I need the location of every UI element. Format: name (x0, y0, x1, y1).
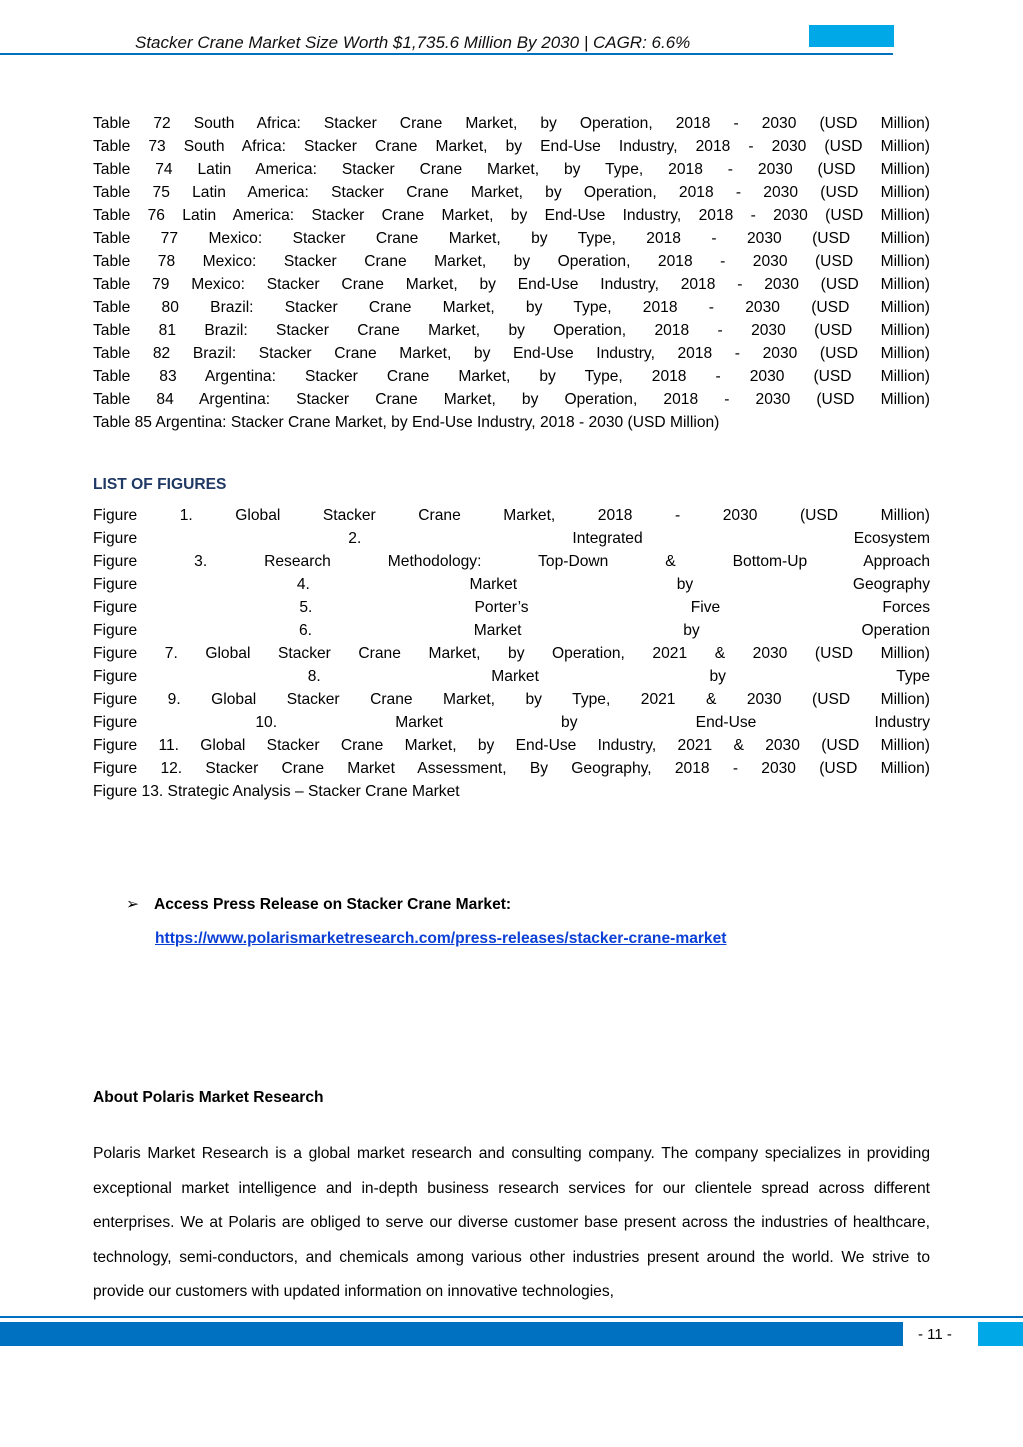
table-entry: Table 73 South Africa: Stacker Crane Market, by End-Use Industry, 2018 - 2030 (USD Million) (93, 138, 930, 155)
figure-entry: Figure 8. Market by Type (93, 668, 930, 685)
list-of-figures (93, 504, 930, 803)
figure-entry: Figure 6. Market by Operation (93, 622, 930, 639)
list-of-figures-heading: LIST OF FIGURES (93, 476, 227, 493)
table-entry: Table 80 Brazil: Stacker Crane Market, by Type, 2018 - 2030 (USD Million) (93, 299, 930, 316)
figure-entry: Figure 9. Global Stacker Crane Market, by Type, 2021 & 2030 (USD Million) (93, 691, 930, 708)
footer-accent-block (978, 1322, 1023, 1346)
press-release-bullet (126, 895, 511, 914)
table-entry: Table 77 Mexico: Stacker Crane Market, by Type, 2018 - 2030 (USD Million) (93, 230, 930, 247)
figure-entry: Figure 12. Stacker Crane Market Assessment, By Geography, 2018 - 2030 (USD Million) (93, 760, 930, 777)
table-entry: Table 72 South Africa: Stacker Crane Market, by Operation, 2018 - 2030 (USD Million) (93, 115, 930, 132)
arrow-bullet-icon: ➢ (126, 896, 140, 913)
page-number: - 11 - (918, 1326, 952, 1343)
table-entry: Table 85 Argentina: Stacker Crane Market, by End-Use Industry, 2018 - 2030 (USD Million) (93, 414, 720, 431)
figure-entry: Figure 3. Research Methodology: Top-Down & Bottom-Up Approach (93, 553, 930, 570)
table-entry: Table 74 Latin America: Stacker Crane Market, by Type, 2018 - 2030 (USD Million) (93, 161, 930, 178)
table-entry: Table 82 Brazil: Stacker Crane Market, by End-Use Industry, 2018 - 2030 (USD Million) (93, 345, 930, 362)
table-entry: Table 78 Mexico: Stacker Crane Market, by Operation, 2018 - 2030 (USD Million) (93, 253, 930, 270)
table-entry: Table 83 Argentina: Stacker Crane Market, by Type, 2018 - 2030 (USD Million) (93, 368, 930, 385)
figure-entry: Figure 13. Strategic Analysis – Stacker Crane Market (93, 783, 460, 800)
about-paragraph: Polaris Market Research is a global market research and consulting company. The company specializes in providing exceptional market intelligence and in-depth business research services for our clientele spread across different enterprises. We at Polaris are obliged to serve our diverse customer base present across the industries of healthcare, technology, semi-conductors, and chemicals among various other industries present around the world. We strive to provide our customers with updated information on innovative technologies, (93, 1145, 930, 1300)
table-entry: Table 79 Mexico: Stacker Crane Market, by End-Use Industry, 2018 - 2030 (USD Million) (93, 276, 930, 293)
figure-entry: Figure 11. Global Stacker Crane Market, by End-Use Industry, 2021 & 2030 (USD Million) (93, 737, 930, 754)
figure-entry: Figure 4. Market by Geography (93, 576, 930, 593)
table-entry: Table 84 Argentina: Stacker Crane Market, by Operation, 2018 - 2030 (USD Million) (93, 391, 930, 408)
footer-rule (0, 1316, 1023, 1318)
figure-entry: Figure 2. Integrated Ecosystem (93, 530, 930, 547)
document-header-title: Stacker Crane Market Size Worth $1,735.6 Million By 2030 | CAGR: 6.6% (135, 33, 691, 52)
header-rule (0, 53, 893, 55)
about-heading: About Polaris Market Research (93, 1089, 324, 1106)
figure-entry: Figure 7. Global Stacker Crane Market, by Operation, 2021 & 2030 (USD Million) (93, 645, 930, 662)
table-entry: Table 76 Latin America: Stacker Crane Market, by End-Use Industry, 2018 - 2030 (USD Million) (93, 207, 930, 224)
figure-entry: Figure 5. Porter’s Five Forces (93, 599, 930, 616)
header-accent-block (809, 25, 894, 47)
footer-bar (0, 1322, 903, 1346)
table-entry: Table 75 Latin America: Stacker Crane Market, by Operation, 2018 - 2030 (USD Million) (93, 184, 930, 201)
figure-entry: Figure 10. Market by End-Use Industry (93, 714, 930, 731)
table-entry: Table 81 Brazil: Stacker Crane Market, by Operation, 2018 - 2030 (USD Million) (93, 322, 930, 339)
press-release-link[interactable]: https://www.polarismarketresearch.com/press-releases/stacker-crane-market (155, 930, 727, 947)
figure-entry: Figure 1. Global Stacker Crane Market, 2018 - 2030 (USD Million) (93, 507, 930, 524)
list-of-tables (93, 112, 930, 434)
press-release-label: Access Press Release on Stacker Crane Market: (154, 896, 512, 913)
